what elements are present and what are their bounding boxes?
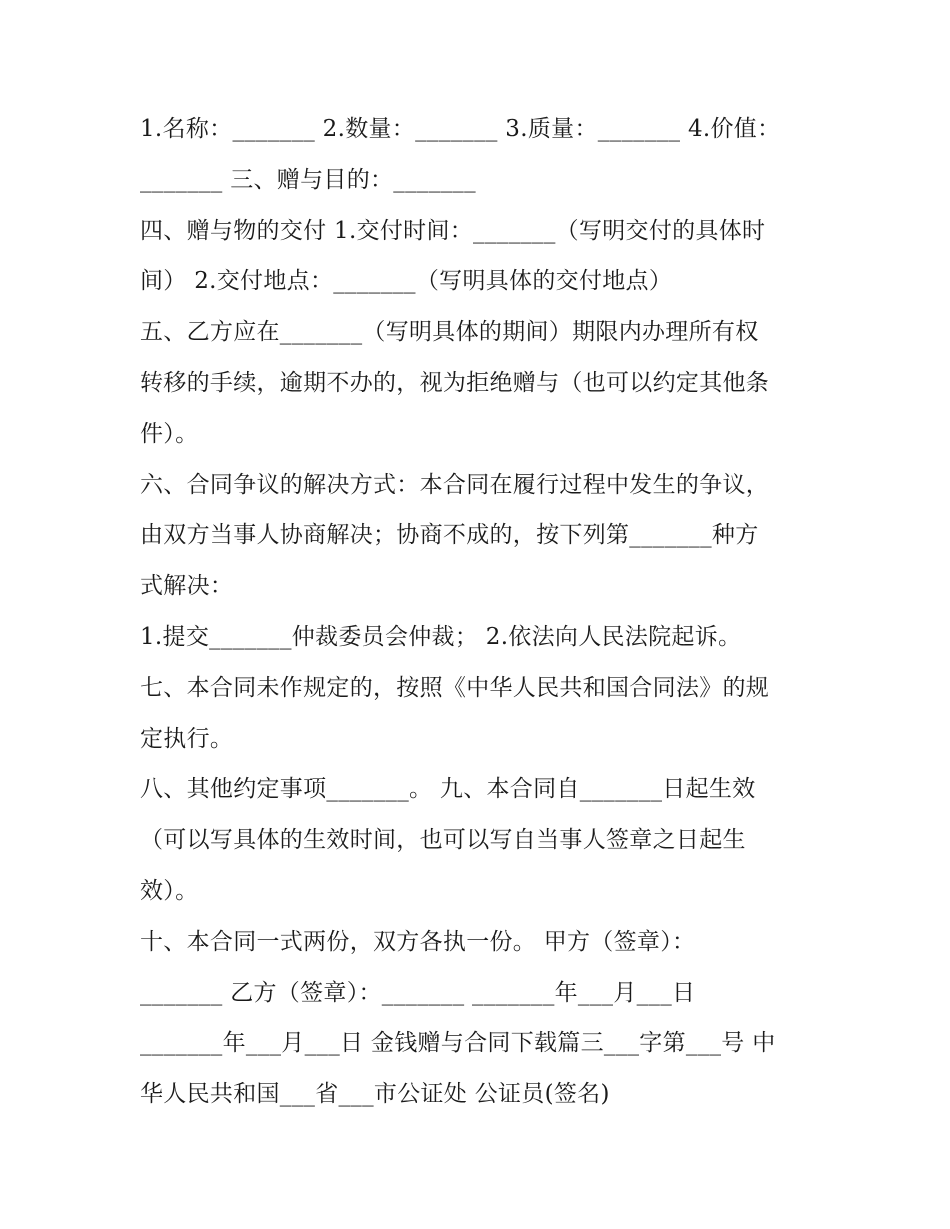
text-line: 五、乙方应在_______（写明具体的期间）期限内办理所有权 [140,319,759,346]
document-body [140,104,840,1120]
text-line: _______ 三、赠与目的：_______ [140,166,476,193]
text-line: 1.提交_______仲裁委员会仲裁； 2.依法向人民法院起诉。 [140,623,742,650]
text-line: 由双方当事人协商解决；协商不成的，按下列第_______种方 [140,522,759,549]
text-line: 效）。 [140,877,199,904]
text-line: 十、本合同一式两份，双方各执一份。 甲方（签章）： [140,928,696,955]
text-line: 七、本合同未作规定的，按照《中华人民共和国合同法》的规 [140,674,770,701]
text-line: 华人民共和国___省___市公证处 公证员(签名) [140,1081,610,1108]
text-line: 式解决： [140,573,234,600]
text-line: 1.名称：_______ 2.数量：_______ 3.质量：_______ 4.价值： [140,116,781,142]
text-line: 间） 2.交付地点：_______（写明具体的交付地点） [140,268,673,295]
text-line: _______年___月___日 金钱赠与合同下载篇三___字第___号 中 [140,1030,776,1057]
text-line: 六、合同争议的解决方式：本合同在履行过程中发生的争议， [140,471,770,498]
text-line: 转移的手续，逾期不办的，视为拒绝赠与（也可以约定其他条 [140,369,770,396]
text-line: 件）。 [140,420,199,447]
text-line: 定执行。 [140,725,234,752]
text-line: 四、赠与物的交付 1.交付时间：_______（写明交付的具体时 [140,217,766,244]
text-line: _______ 乙方（签章）：_______ _______年___月___日 [140,979,696,1006]
text-line: 八、其他约定事项_______。 九、本合同自_______日起生效 [140,776,756,803]
text-line: （可以写具体的生效时间，也可以写自当事人签章之日起生 [140,827,746,854]
